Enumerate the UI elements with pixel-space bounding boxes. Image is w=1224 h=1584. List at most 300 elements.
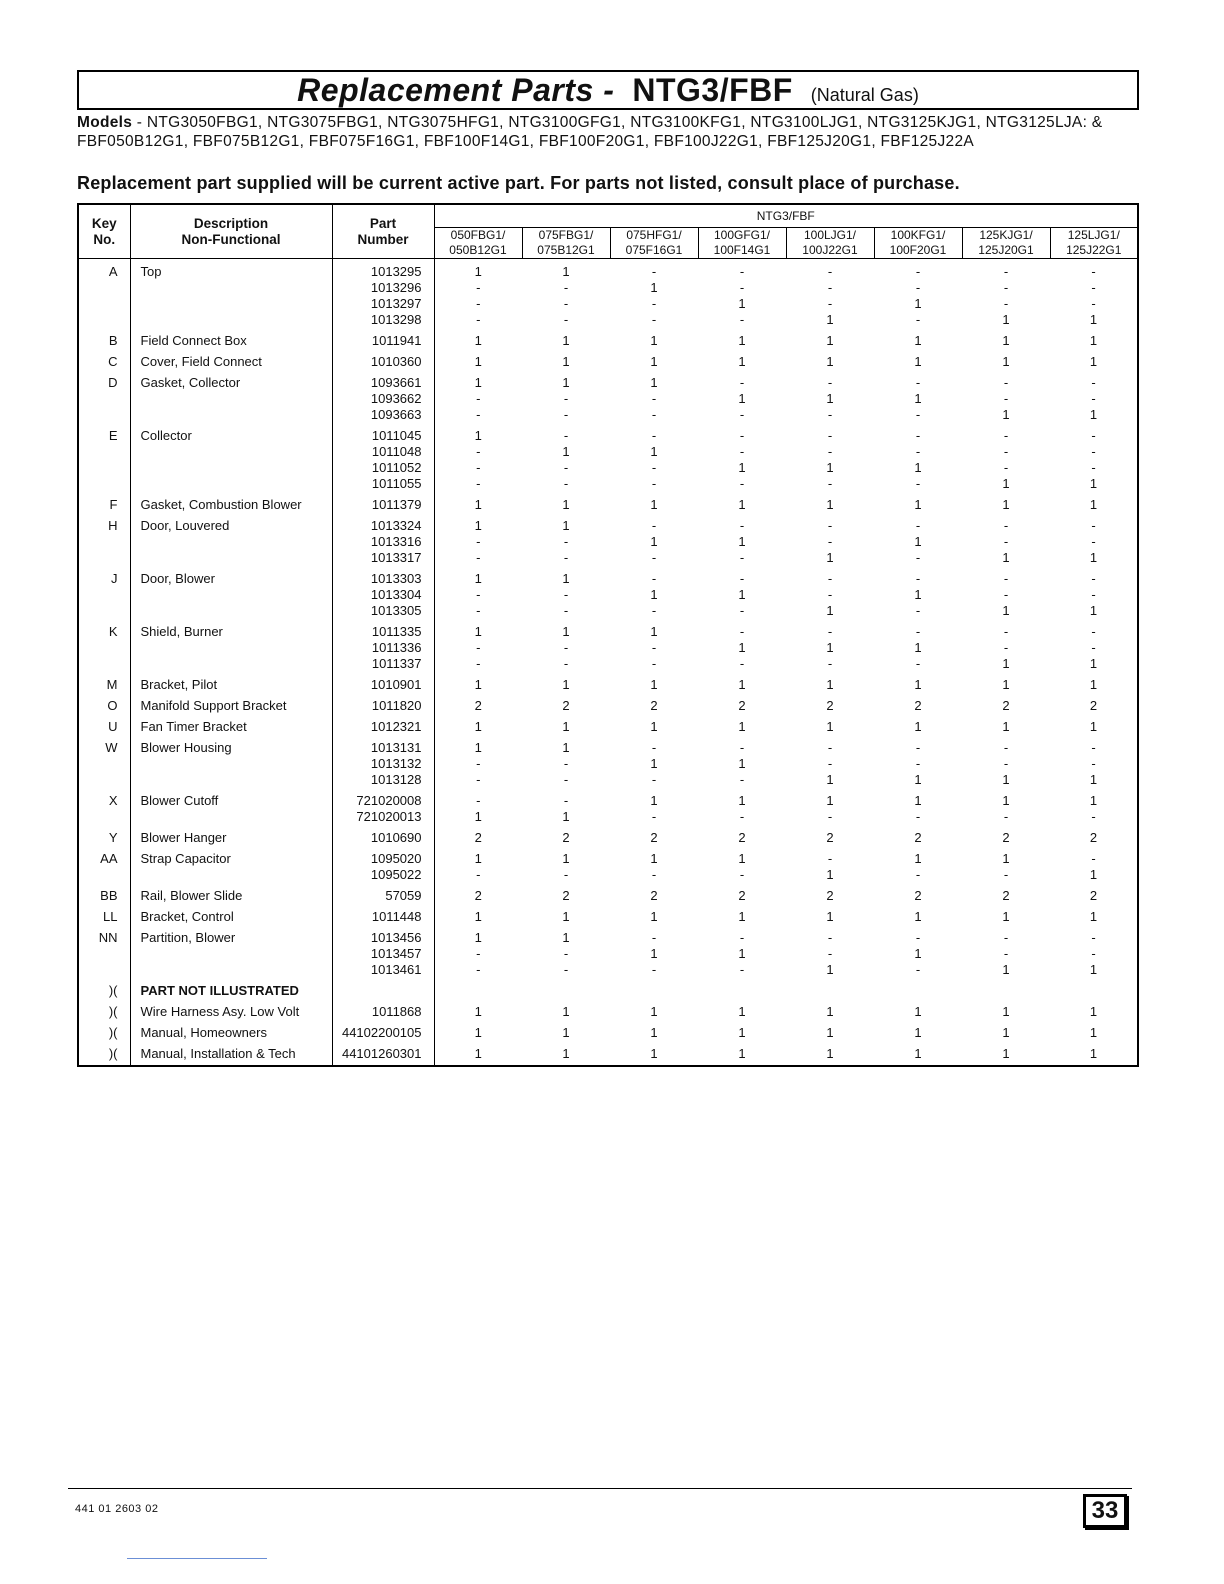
quantity: 1: [738, 677, 746, 692]
key-cell: E: [78, 423, 130, 492]
quantity: 1: [650, 587, 658, 602]
quantity: -: [651, 460, 657, 475]
quantity-cell: [610, 825, 698, 846]
quantity: -: [563, 428, 569, 443]
quantity-cell: [786, 999, 874, 1020]
quantity: 1: [1002, 1025, 1010, 1040]
quantity-cell: [522, 566, 610, 619]
quantity: -: [476, 867, 481, 882]
quantity: 1: [1002, 312, 1010, 327]
quantity: 1: [738, 497, 746, 512]
quantity-cell: [434, 714, 522, 735]
quantity: -: [651, 312, 657, 327]
quantity-cell: [786, 925, 874, 978]
quantity: [435, 983, 523, 999]
quantity: -: [651, 264, 657, 279]
quantity: 1: [650, 793, 658, 808]
quantity-cell: [1050, 672, 1138, 693]
quantity: 1: [914, 946, 922, 961]
quantity-cell: [874, 693, 962, 714]
quantity-cell: [434, 693, 522, 714]
quantity: 2: [1002, 830, 1010, 845]
part-number: [333, 983, 422, 999]
part-number: 1010690: [370, 830, 422, 845]
quantity-cell: [786, 619, 874, 672]
part-number-cell: [332, 788, 434, 825]
quantity: -: [1091, 640, 1096, 655]
quantity: 1: [474, 571, 482, 586]
quantity: -: [563, 407, 569, 422]
quantity: 1: [1002, 407, 1010, 422]
quantity-cell: [698, 349, 786, 370]
quantity: 1: [474, 264, 482, 279]
table-row: [78, 423, 1138, 492]
quantity-cell: [610, 1041, 698, 1066]
quantity-cell: [874, 904, 962, 925]
quantity: 1: [826, 354, 834, 369]
quantity-cell: [522, 714, 610, 735]
quantity-cell: [434, 788, 522, 825]
quantity-cell: [610, 925, 698, 978]
quantity: 1: [562, 375, 570, 390]
quantity-cell: [962, 788, 1050, 825]
quantity: 1: [474, 851, 482, 866]
quantity-cell: [698, 904, 786, 925]
quantity-cell: [434, 904, 522, 925]
quantity-cell: [874, 883, 962, 904]
quantity-cell: [610, 492, 698, 513]
quantity: [610, 983, 698, 999]
header-model-7: 125LJG1/ 125J22G1: [1050, 228, 1138, 259]
divider-line: [127, 1558, 267, 1559]
quantity: -: [739, 476, 745, 491]
quantity: 1: [562, 740, 570, 755]
part-number: 1013316: [370, 534, 422, 549]
key-cell: J: [78, 566, 130, 619]
header-model-group: NTG3/FBF: [434, 204, 1138, 228]
quantity-cell: [874, 328, 962, 349]
part-number-cell: [332, 328, 434, 349]
quantity: -: [1091, 296, 1096, 311]
part-number: 44101260301: [341, 1046, 422, 1061]
quantity: 1: [650, 719, 658, 734]
quantity: 1: [650, 624, 658, 639]
models-label: Models: [77, 114, 133, 131]
quantity: 1: [826, 603, 834, 618]
part-number: 44102200105: [341, 1025, 422, 1040]
quantity: -: [563, 476, 569, 491]
quantity: -: [651, 571, 657, 586]
quantity: -: [739, 962, 745, 977]
quantity: 1: [1002, 603, 1010, 618]
quantity: 1: [562, 518, 570, 533]
quantity: 2: [650, 698, 658, 713]
quantity: -: [915, 740, 921, 755]
quantity-cell: [434, 566, 522, 619]
header-model-3: 100GFG1/ 100F14G1: [698, 228, 786, 259]
quantity-cell: [874, 349, 962, 370]
quantity-cell: [698, 566, 786, 619]
quantity-cell: [698, 788, 786, 825]
quantity: 1: [474, 333, 482, 348]
quantity-cell: [522, 349, 610, 370]
table-row: [78, 883, 1138, 904]
quantity: -: [1003, 740, 1009, 755]
quantity: 1: [1089, 793, 1098, 808]
quantity-cell: [1050, 1020, 1138, 1041]
quantity-cell: [698, 693, 786, 714]
quantity: 1: [474, 719, 482, 734]
quantity: -: [1003, 280, 1009, 295]
description-cell: Door, Blower: [130, 566, 332, 619]
quantity-cell: [434, 978, 522, 999]
quantity: 1: [826, 497, 834, 512]
quantity-cell: [434, 999, 522, 1020]
quantity: 1: [562, 719, 570, 734]
description-cell: Manual, Homeowners: [130, 1020, 332, 1041]
quantity: 1: [650, 851, 658, 866]
quantity: 1: [562, 264, 570, 279]
quantity-cell: [610, 714, 698, 735]
quantity: 1: [1089, 476, 1098, 491]
table-row: [78, 259, 1138, 329]
part-number: 57059: [385, 888, 422, 903]
quantity: -: [563, 793, 569, 808]
key-cell: W: [78, 735, 130, 788]
quantity: 1: [474, 497, 482, 512]
header-model-0: 050FBG1/ 050B12G1: [434, 228, 522, 259]
quantity-cell: [962, 714, 1050, 735]
quantity-cell: [962, 1020, 1050, 1041]
table-row: [78, 513, 1138, 566]
quantity: 1: [474, 809, 482, 824]
quantity: -: [915, 930, 921, 945]
quantity-cell: [786, 883, 874, 904]
quantity-cell: [698, 825, 786, 846]
quantity: 1: [738, 793, 746, 808]
part-number: 1013131: [370, 740, 422, 755]
quantity-cell: [962, 846, 1050, 883]
quantity: 1: [914, 909, 922, 924]
description-cell: Gasket, Collector: [130, 370, 332, 423]
quantity-cell: [874, 846, 962, 883]
quantity-cell: [1050, 513, 1138, 566]
quantity: -: [739, 624, 745, 639]
quantity: -: [651, 772, 657, 787]
quantity: 1: [562, 909, 570, 924]
part-number: 1011055: [371, 476, 422, 491]
quantity: -: [739, 518, 745, 533]
quantity-cell: [698, 370, 786, 423]
quantity: -: [651, 962, 657, 977]
quantity: 1: [826, 391, 834, 406]
header-model-1: 075FBG1/ 075B12G1: [522, 228, 610, 259]
quantity-cell: [610, 883, 698, 904]
table-row: [78, 349, 1138, 370]
quantity: -: [1091, 534, 1096, 549]
quantity-cell: [786, 825, 874, 846]
quantity: 2: [826, 698, 834, 713]
quantity: -: [476, 280, 481, 295]
quantity: -: [563, 640, 569, 655]
quantity: -: [476, 476, 481, 491]
quantity: -: [827, 280, 833, 295]
page-title-box: [77, 70, 1139, 110]
part-number: 1011045: [371, 428, 422, 443]
quantity: -: [827, 946, 833, 961]
part-number: 1013295: [370, 264, 422, 279]
quantity: -: [1091, 460, 1096, 475]
quantity: 1: [562, 571, 570, 586]
quantity: [1050, 983, 1137, 999]
quantity-cell: [522, 978, 610, 999]
quantity-cell: [1050, 999, 1138, 1020]
quantity: -: [1091, 264, 1096, 279]
quantity: -: [915, 656, 921, 671]
quantity-cell: [962, 370, 1050, 423]
description-cell: Wire Harness Asy. Low Volt: [130, 999, 332, 1020]
header-model-5: 100KFG1/ 100F20G1: [874, 228, 962, 259]
quantity: -: [739, 809, 745, 824]
quantity: -: [827, 444, 833, 459]
quantity: -: [563, 656, 569, 671]
quantity: -: [739, 550, 745, 565]
quantity: -: [1091, 851, 1096, 866]
quantity: -: [1003, 867, 1009, 882]
quantity: 1: [738, 1046, 746, 1061]
quantity: 1: [914, 587, 922, 602]
key-cell: )(: [78, 1041, 130, 1066]
part-number: 1011820: [371, 698, 422, 713]
quantity: -: [827, 624, 833, 639]
quantity-cell: [874, 1041, 962, 1066]
table-row: [78, 672, 1138, 693]
quantity: -: [915, 867, 921, 882]
quantity-cell: [786, 492, 874, 513]
part-number: 1011048: [371, 444, 422, 459]
quantity-cell: [522, 825, 610, 846]
quantity: 1: [1089, 312, 1098, 327]
part-number: 1011868: [371, 1004, 422, 1019]
table-row: [78, 693, 1138, 714]
quantity-cell: [610, 846, 698, 883]
quantity: -: [476, 656, 481, 671]
quantity: 1: [650, 534, 658, 549]
quantity: -: [739, 280, 745, 295]
quantity: 1: [562, 677, 570, 692]
quantity-cell: [522, 846, 610, 883]
quantity-cell: [1050, 735, 1138, 788]
quantity-cell: [874, 788, 962, 825]
quantity-cell: [1050, 328, 1138, 349]
quantity: -: [1003, 587, 1009, 602]
part-number: 1013298: [370, 312, 422, 327]
description-cell: Partition, Blower: [130, 925, 332, 978]
description-cell: Manual, Installation & Tech: [130, 1041, 332, 1066]
quantity-cell: [522, 492, 610, 513]
quantity: -: [1091, 756, 1096, 771]
quantity: 1: [474, 1004, 482, 1019]
part-number: 1011941: [371, 333, 422, 348]
quantity: 2: [738, 698, 746, 713]
header-key: Key No.: [78, 204, 130, 259]
quantity: 1: [1002, 550, 1010, 565]
quantity-cell: [522, 672, 610, 693]
quantity: -: [739, 264, 745, 279]
quantity-cell: [434, 259, 522, 329]
quantity: -: [739, 444, 745, 459]
quantity-cell: [610, 619, 698, 672]
part-number-cell: [332, 370, 434, 423]
part-number: 1013317: [370, 550, 422, 565]
quantity: 2: [562, 830, 570, 845]
quantity-cell: [610, 259, 698, 329]
quantity: -: [1003, 518, 1009, 533]
quantity: 2: [474, 698, 482, 713]
part-number-cell: [332, 978, 434, 999]
quantity-cell: [1050, 788, 1138, 825]
quantity: 1: [826, 312, 834, 327]
quantity: -: [1091, 444, 1096, 459]
part-number: 1013456: [370, 930, 422, 945]
quantity-cell: [786, 328, 874, 349]
part-number: 1013132: [370, 756, 422, 771]
quantity-cell: [874, 619, 962, 672]
quantity-cell: [698, 672, 786, 693]
quantity: 1: [474, 740, 482, 755]
part-number: 721020008: [356, 793, 422, 808]
quantity: 1: [738, 534, 746, 549]
quantity: 1: [562, 809, 570, 824]
footer-rule: [68, 1488, 1132, 1489]
quantity: -: [915, 428, 921, 443]
quantity-cell: [962, 883, 1050, 904]
quantity: -: [827, 571, 833, 586]
description-cell: Fan Timer Bracket: [130, 714, 332, 735]
key-cell: C: [78, 349, 130, 370]
quantity-cell: [434, 370, 522, 423]
part-number: 1095020: [370, 851, 422, 866]
quantity: -: [651, 518, 657, 533]
quantity: 1: [914, 497, 922, 512]
part-number-cell: [332, 825, 434, 846]
quantity-cell: [874, 566, 962, 619]
quantity: 1: [1089, 867, 1098, 882]
part-number: 1093663: [370, 407, 422, 422]
quantity: -: [1003, 624, 1009, 639]
table-row: [78, 825, 1138, 846]
quantity: -: [1003, 534, 1009, 549]
quantity: 1: [1002, 1046, 1010, 1061]
quantity-cell: [786, 1020, 874, 1041]
key-cell: Y: [78, 825, 130, 846]
quantity: 1: [562, 1046, 570, 1061]
quantity-cell: [610, 423, 698, 492]
quantity: -: [739, 312, 745, 327]
fuel-type: (Natural Gas): [810, 85, 919, 105]
quantity-cell: [610, 513, 698, 566]
quantity: 1: [1002, 909, 1010, 924]
part-number: 1013128: [370, 772, 422, 787]
quantity: 1: [1089, 677, 1098, 692]
replacement-notice: Replacement part supplied will be current active part. For parts not listed, consult place of purchase.: [77, 173, 960, 193]
quantity-cell: [874, 513, 962, 566]
quantity-cell: [522, 370, 610, 423]
quantity: -: [827, 740, 833, 755]
quantity-cell: [1050, 1041, 1138, 1066]
table-row: [78, 328, 1138, 349]
quantity: 1: [1002, 851, 1010, 866]
quantity: -: [739, 571, 745, 586]
quantity-cell: [874, 259, 962, 329]
quantity: 1: [1002, 476, 1010, 491]
part-number: 1013303: [370, 571, 422, 586]
quantity: -: [827, 476, 833, 491]
quantity: -: [1091, 280, 1096, 295]
quantity: 1: [650, 909, 658, 924]
quantity-cell: [1050, 925, 1138, 978]
quantity: 2: [650, 888, 658, 903]
quantity: -: [827, 656, 833, 671]
quantity: -: [915, 571, 921, 586]
quantity: 1: [1002, 1004, 1010, 1019]
quantity: 1: [914, 333, 922, 348]
quantity: -: [651, 476, 657, 491]
quantity-cell: [434, 349, 522, 370]
part-number-cell: [332, 513, 434, 566]
quantity: -: [476, 772, 481, 787]
quantity: -: [1091, 809, 1096, 824]
quantity: -: [651, 296, 657, 311]
quantity: 1: [1002, 772, 1010, 787]
quantity: -: [827, 264, 833, 279]
quantity: 1: [650, 333, 658, 348]
quantity-cell: [1050, 566, 1138, 619]
description-cell: Field Connect Box: [130, 328, 332, 349]
quantity: -: [915, 603, 921, 618]
quantity: 1: [1089, 603, 1098, 618]
quantity: 2: [914, 888, 922, 903]
quantity-cell: [610, 904, 698, 925]
quantity: -: [739, 740, 745, 755]
quantity: -: [563, 772, 569, 787]
quantity-cell: [1050, 883, 1138, 904]
quantity: 1: [826, 640, 834, 655]
quantity-cell: [610, 672, 698, 693]
header-model-4: 100LJG1/ 100J22G1: [786, 228, 874, 259]
quantity: 1: [738, 851, 746, 866]
key-cell: X: [78, 788, 130, 825]
quantity: 1: [1002, 656, 1010, 671]
quantity: 1: [1002, 677, 1010, 692]
quantity: 2: [1002, 698, 1010, 713]
part-number: 1013457: [370, 946, 422, 961]
quantity: 1: [1089, 962, 1098, 977]
description-cell: Door, Louvered: [130, 513, 332, 566]
quantity: 1: [826, 1025, 834, 1040]
quantity-cell: [522, 735, 610, 788]
quantity: 2: [1089, 698, 1098, 713]
quantity: 1: [914, 1004, 922, 1019]
quantity: -: [1091, 740, 1096, 755]
part-number-cell: [332, 999, 434, 1020]
quantity-cell: [786, 672, 874, 693]
quantity: 1: [1089, 333, 1098, 348]
quantity: [962, 983, 1050, 999]
quantity: 1: [474, 1046, 482, 1061]
quantity-cell: [698, 999, 786, 1020]
header-model-6: 125KJG1/ 125J20G1: [962, 228, 1050, 259]
